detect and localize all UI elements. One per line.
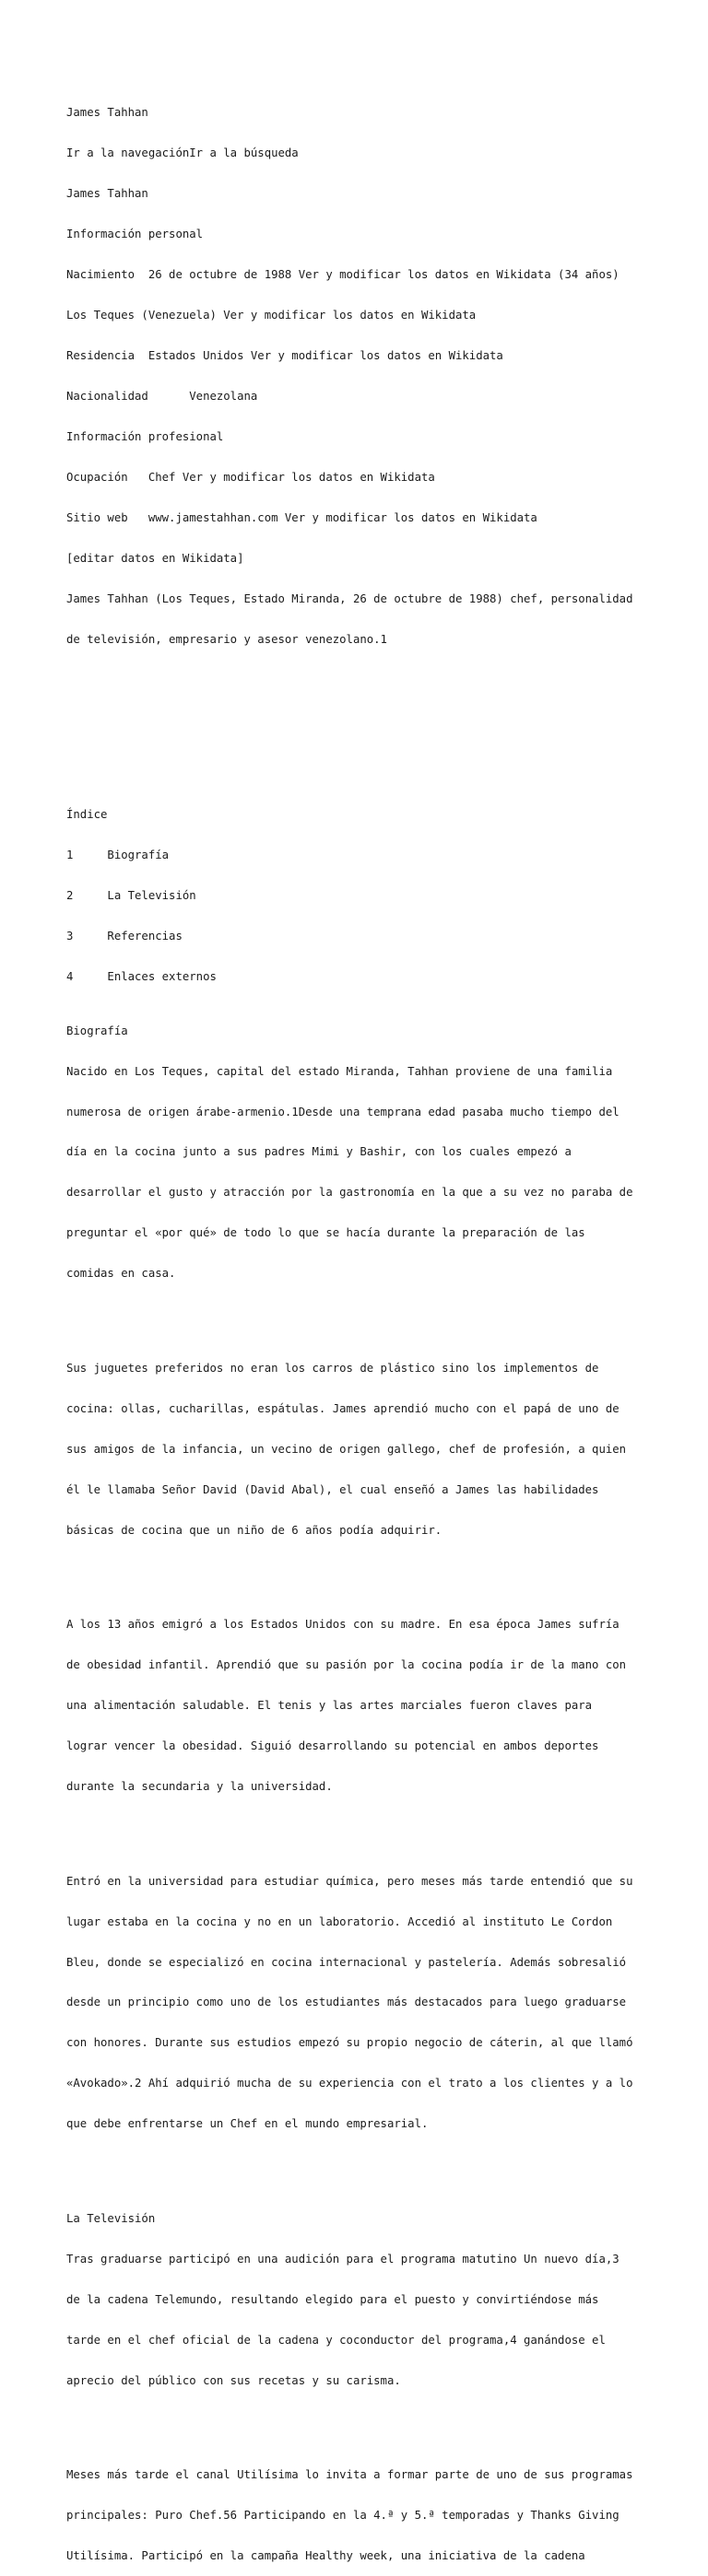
paragraph-line: durante la secundaria y la universidad. bbox=[66, 1780, 333, 1794]
toc-item-biografia[interactable]: 1 Biografía bbox=[66, 849, 170, 862]
paragraph-line: de la cadena Telemundo, resultando elegido para el puesto y convirtiéndose más bbox=[66, 2292, 599, 2306]
paragraph-line: cocina: ollas, cucharillas, espátulas. James aprendió mucho con el papá de uno de bbox=[66, 1401, 620, 1415]
paragraph-line: Meses más tarde el canal Utilísima lo invita a formar parte de uno de sus programas bbox=[66, 2468, 633, 2482]
spacer bbox=[66, 1821, 693, 1834]
paragraph-line: tarde en el chef oficial de la cadena y coconductor del programa,4 ganándose el bbox=[66, 2333, 606, 2347]
toc-item-referencias[interactable]: 3 Referencias bbox=[66, 930, 183, 943]
birthplace-row: Los Teques (Venezuela) Ver y modificar los datos en Wikidata bbox=[66, 309, 477, 322]
biography-heading: Biografía bbox=[66, 1024, 128, 1037]
paragraph-line: él le llamaba Señor David (David Abal), el cual enseñó a James las habilidades bbox=[66, 1482, 599, 1496]
personal-info-heading: Información personal bbox=[66, 228, 204, 241]
intro-line: de televisión, empresario y asesor venezolano.1 bbox=[66, 632, 387, 646]
toc-heading: Índice bbox=[66, 808, 108, 822]
person-name: James Tahhan bbox=[66, 187, 148, 201]
document-page bbox=[66, 79, 693, 2576]
paragraph-line: básicas de cocina que un niño de 6 años podía adquirir. bbox=[66, 1523, 442, 1537]
paragraph-line: sus amigos de la infancia, un vecino de origen gallego, chef de profesión, a quien bbox=[66, 1442, 627, 1456]
spacer bbox=[66, 2158, 693, 2172]
edit-wikidata-link[interactable]: [editar datos en Wikidata] bbox=[66, 551, 244, 565]
nationality-row: Nacionalidad Venezolana bbox=[66, 389, 258, 403]
spacer bbox=[66, 673, 693, 687]
paragraph-line: lugar estaba en la cocina y no en un laboratorio. Accedió al instituto Le Cordon bbox=[66, 1914, 613, 1928]
paragraph-line: Entró en la universidad para estudiar química, pero meses más tarde entendió que su bbox=[66, 1874, 633, 1888]
paragraph-line: principales: Puro Chef.56 Participando en la 4.ª y 5.ª temporadas y Thanks Giving bbox=[66, 2509, 620, 2523]
paragraph-line: Bleu, donde se especializó en cocina internacional y pastelería. Además sobresalió bbox=[66, 1955, 627, 1969]
paragraph-line: Sus juguetes preferidos no eran los carros de plástico sino los implementos de bbox=[66, 1361, 599, 1375]
paragraph-line: Tras graduarse participó en una audición para el programa matutino Un nuevo día,3 bbox=[66, 2252, 620, 2266]
paragraph-line: día en la cocina junto a sus padres Mimi y Bashir, con los cuales empezó a bbox=[66, 1145, 572, 1159]
spacer bbox=[66, 714, 693, 728]
spacer bbox=[66, 1307, 693, 1321]
document-title: James Tahhan bbox=[66, 106, 148, 120]
toc-item-television[interactable]: 2 La Televisión bbox=[66, 889, 196, 903]
professional-info-heading: Información profesional bbox=[66, 429, 224, 443]
spacer bbox=[66, 1564, 693, 1578]
paragraph-line: una alimentación saludable. El tenis y las artes marciales fueron claves para bbox=[66, 1699, 593, 1713]
paragraph-line: A los 13 años emigró a los Estados Unidos con su madre. En esa época James sufría bbox=[66, 1618, 620, 1632]
spacer bbox=[66, 2415, 693, 2429]
nav-links[interactable]: Ir a la navegaciónIr a la búsqueda bbox=[66, 146, 299, 160]
occupation-row: Ocupación Chef Ver y modificar los datos en Wikidata bbox=[66, 470, 435, 484]
intro-line: James Tahhan (Los Teques, Estado Miranda, 26 de octubre de 1988) chef, personalidad bbox=[66, 591, 633, 605]
paragraph-line: lograr vencer la obesidad. Siguió desarrollando su potencial en ambos deportes bbox=[66, 1739, 599, 1753]
paragraph-line: de obesidad infantil. Aprendió que su pasión por la cocina podía ir de la mano con bbox=[66, 1658, 627, 1672]
paragraph-line: que debe enfrentarse un Chef en el mundo empresarial. bbox=[66, 2117, 429, 2131]
paragraph-line: numerosa de origen árabe-armenio.1Desde una temprana edad pasaba mucho tiempo del bbox=[66, 1105, 620, 1118]
birth-row: Nacimiento 26 de octubre de 1988 Ver y modificar los datos en Wikidata (34 años) bbox=[66, 268, 620, 282]
paragraph-line: Nacido en Los Teques, capital del estado Miranda, Tahhan proviene de una familia bbox=[66, 1064, 613, 1078]
television-heading: La Televisión bbox=[66, 2211, 156, 2225]
paragraph-line: con honores. Durante sus estudios empezó su propio negocio de cáterin, al que llamó bbox=[66, 2036, 633, 2050]
website-row[interactable]: Sitio web www.jamestahhan.com Ver y modificar los datos en Wikidata bbox=[66, 510, 537, 524]
paragraph-line: desde un principio como uno de los estudiantes más destacados para luego graduarse bbox=[66, 1996, 627, 2009]
residence-row: Residencia Estados Unidos Ver y modificar los datos en Wikidata bbox=[66, 349, 503, 363]
toc-item-enlaces[interactable]: 4 Enlaces externos bbox=[66, 969, 217, 983]
paragraph-line: «Avokado».2 Ahí adquirió mucha de su experiencia con el trato a los clientes y a lo bbox=[66, 2077, 633, 2090]
paragraph-line: preguntar el «por qué» de todo lo que se hacía durante la preparación de las bbox=[66, 1226, 585, 1240]
paragraph-line: desarrollar el gusto y atracción por la gastronomía en la que a su vez no paraba de bbox=[66, 1186, 633, 1200]
paragraph-line: Utilísima. Participó en la campaña Healthy week, una iniciativa de la cadena bbox=[66, 2549, 585, 2563]
paragraph-line: comidas en casa. bbox=[66, 1267, 176, 1281]
paragraph-line: aprecio del público con sus recetas y su carisma. bbox=[66, 2373, 401, 2387]
spacer bbox=[66, 755, 693, 768]
